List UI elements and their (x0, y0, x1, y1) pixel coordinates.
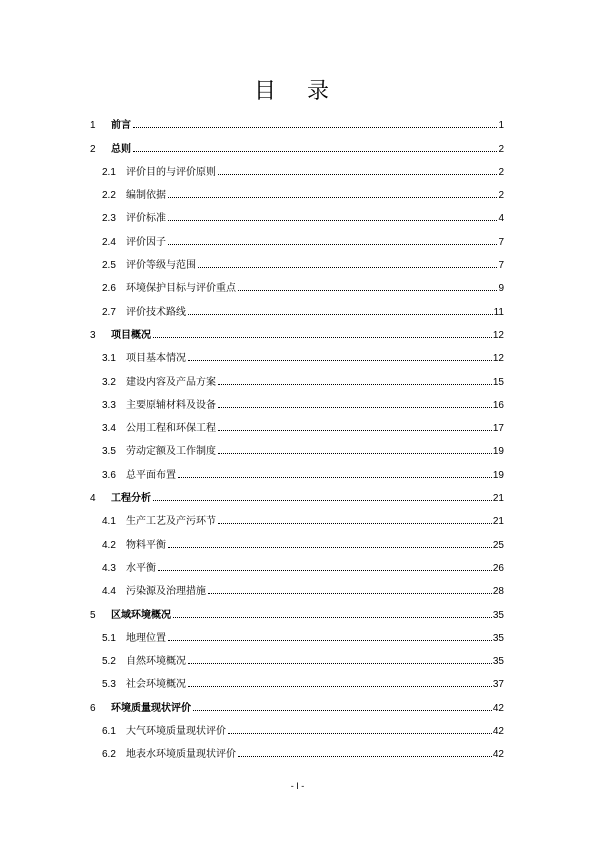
dot-leader (238, 289, 497, 291)
toc-entry[interactable] (90, 224, 504, 247)
dot-leader (168, 546, 492, 548)
toc-entry-page: 4 (498, 213, 504, 225)
toc-entry[interactable] (90, 178, 504, 201)
dot-leader (133, 126, 497, 128)
toc-entry-page: 17 (492, 423, 504, 435)
dot-leader (218, 383, 492, 385)
toc-entry[interactable] (90, 294, 504, 317)
toc-title: 目 录 (254, 79, 341, 104)
toc-entry-title: 评价标准 (126, 213, 166, 225)
toc-entry[interactable] (90, 457, 504, 480)
toc-entry-number: 4.4 (102, 586, 116, 598)
toc-entry-title: 前言 (111, 120, 131, 132)
toc-entry-title: 编制依据 (126, 190, 166, 202)
toc-entry-title: 公用工程和环保工程 (126, 423, 216, 435)
toc-entry-number: 5.2 (102, 656, 116, 668)
toc-entry-title: 劳动定额及工作制度 (126, 446, 216, 458)
toc-entry-title: 项目概况 (111, 329, 151, 341)
toc-entry-page: 7 (498, 260, 504, 272)
toc-entry-number: 3.2 (102, 376, 116, 388)
toc-entry-number: 2.1 (102, 166, 116, 178)
toc-entry[interactable] (90, 667, 504, 690)
toc-entry[interactable] (90, 155, 504, 178)
dot-leader (133, 150, 497, 152)
toc-entry[interactable] (90, 504, 504, 527)
toc-entry[interactable] (90, 434, 504, 457)
toc-entry[interactable] (90, 341, 504, 364)
toc-entry-page: 2 (498, 166, 504, 178)
toc-entry-page: 42 (492, 702, 504, 714)
dot-leader (193, 709, 492, 711)
toc-entry-number: 3.4 (102, 423, 116, 435)
toc-entry-page: 21 (492, 493, 504, 505)
toc-entry-title: 建设内容及产品方案 (126, 376, 216, 388)
toc-entry-number: 6.2 (102, 749, 116, 761)
toc-entry-number: 2 (90, 143, 96, 155)
toc-entry-page: 7 (498, 236, 504, 248)
toc-entry-title: 环境保护目标与评价重点 (126, 283, 236, 295)
toc-entry-title: 物料平衡 (126, 539, 166, 551)
toc-entry[interactable] (90, 551, 504, 574)
toc-entry-number: 3.5 (102, 446, 116, 458)
dot-leader (168, 196, 497, 198)
toc-entry-title: 项目基本情况 (126, 353, 186, 365)
toc-entry-number: 2.6 (102, 283, 116, 295)
toc-entry[interactable] (90, 714, 504, 737)
dot-leader (208, 592, 492, 594)
toc-entry[interactable] (90, 364, 504, 387)
toc-entry[interactable] (90, 597, 504, 620)
toc-entry-page: 19 (492, 469, 504, 481)
toc-entry-number: 1 (90, 120, 96, 132)
toc-entry-title: 大气环境质量现状评价 (126, 726, 226, 738)
dot-leader (188, 313, 493, 315)
toc-entry-number: 2.5 (102, 260, 116, 272)
toc-entry-page: 9 (498, 283, 504, 295)
toc-entry[interactable] (90, 411, 504, 434)
page-number-footer: - I - (290, 781, 305, 791)
toc-entry-number: 3 (90, 329, 96, 341)
toc-entry-page: 15 (492, 376, 504, 388)
toc-entry[interactable] (90, 527, 504, 550)
toc-entry-page: 21 (492, 516, 504, 528)
dot-leader (228, 732, 492, 734)
toc-entry[interactable] (90, 131, 504, 154)
dot-leader (198, 266, 497, 268)
toc-entry-number: 5.3 (102, 679, 116, 691)
toc-entry[interactable] (90, 574, 504, 597)
toc-entry-page: 16 (492, 399, 504, 411)
toc-entry-title: 主要原辅材料及设备 (126, 399, 216, 411)
toc-entry[interactable] (90, 737, 504, 760)
toc-entry-title: 评价等级与范围 (126, 260, 196, 272)
dot-leader (153, 499, 492, 501)
toc-entry[interactable] (90, 644, 504, 667)
toc-entry-title: 评价技术路线 (126, 306, 186, 318)
toc-entry-page: 37 (492, 679, 504, 691)
toc-entry-title: 评价目的与评价原则 (126, 166, 216, 178)
toc-entry-page: 1 (498, 120, 504, 132)
toc-entry-number: 3.3 (102, 399, 116, 411)
dot-leader (218, 522, 492, 524)
toc-entry-title: 区域环境概况 (111, 609, 171, 621)
toc-entry-number: 4.2 (102, 539, 116, 551)
toc-entry-title: 水平衡 (126, 562, 156, 574)
toc-entry-title: 地理位置 (126, 632, 166, 644)
toc-entry-number: 2.2 (102, 190, 116, 202)
toc-entry-number: 4.3 (102, 562, 116, 574)
toc-entry-page: 42 (492, 726, 504, 738)
toc-entry[interactable] (90, 621, 504, 644)
toc-entry-page: 35 (492, 609, 504, 621)
toc-entry-number: 6 (90, 702, 96, 714)
toc-entry[interactable] (90, 318, 504, 341)
toc-entry-title: 环境质量现状评价 (111, 702, 191, 714)
toc-entry-title: 自然环境概况 (126, 656, 186, 668)
toc-entry-number: 2.3 (102, 213, 116, 225)
toc-entry-page: 2 (498, 143, 504, 155)
dot-leader (218, 173, 497, 175)
toc-entry-title: 生产工艺及产污环节 (126, 516, 216, 528)
toc-entry[interactable] (90, 248, 504, 271)
toc-entry-page: 19 (492, 446, 504, 458)
dot-leader (238, 755, 492, 757)
toc-entry-page: 42 (492, 749, 504, 761)
toc-entry-page: 35 (492, 632, 504, 644)
dot-leader (178, 476, 492, 478)
toc-entry-title: 污染源及治理措施 (126, 586, 206, 598)
toc-entry-page: 2 (498, 190, 504, 202)
toc-entry-number: 4.1 (102, 516, 116, 528)
toc-entry-page: 12 (492, 329, 504, 341)
toc-entry-number: 5 (90, 609, 96, 621)
toc-entry-number: 2.7 (102, 306, 116, 318)
toc-entry[interactable] (90, 108, 504, 131)
toc-entry[interactable] (90, 271, 504, 294)
dot-leader (153, 336, 492, 338)
toc-entry-number: 2.4 (102, 236, 116, 248)
toc-entry-title: 地表水环境质量现状评价 (126, 749, 236, 761)
toc-entry-title: 社会环境概况 (126, 679, 186, 691)
dot-leader (218, 429, 492, 431)
dot-leader (218, 452, 492, 454)
dot-leader (173, 616, 492, 618)
table-of-contents (90, 108, 504, 760)
toc-entry[interactable] (90, 481, 504, 504)
toc-entry-number: 3.1 (102, 353, 116, 365)
dot-leader (188, 359, 492, 361)
toc-entry-title: 评价因子 (126, 236, 166, 248)
dot-leader (188, 662, 492, 664)
toc-entry-page: 35 (492, 656, 504, 668)
dot-leader (218, 406, 492, 408)
toc-entry-title: 工程分析 (111, 493, 151, 505)
toc-entry-title: 总则 (111, 143, 131, 155)
toc-entry-number: 4 (90, 493, 96, 505)
dot-leader (188, 685, 492, 687)
toc-entry-page: 26 (492, 562, 504, 574)
toc-entry-page: 25 (492, 539, 504, 551)
toc-entry-page: 28 (492, 586, 504, 598)
toc-entry-number: 3.6 (102, 469, 116, 481)
dot-leader (168, 219, 497, 221)
toc-entry[interactable] (90, 388, 504, 411)
toc-entry-page: 12 (492, 353, 504, 365)
toc-entry-number: 6.1 (102, 726, 116, 738)
toc-entry-title: 总平面布置 (126, 469, 176, 481)
toc-entry[interactable] (90, 690, 504, 713)
dot-leader (168, 243, 497, 245)
dot-leader (168, 639, 492, 641)
dot-leader (158, 569, 492, 571)
toc-entry-page: 11 (493, 306, 504, 318)
toc-entry-number: 5.1 (102, 632, 116, 644)
toc-entry[interactable] (90, 201, 504, 224)
